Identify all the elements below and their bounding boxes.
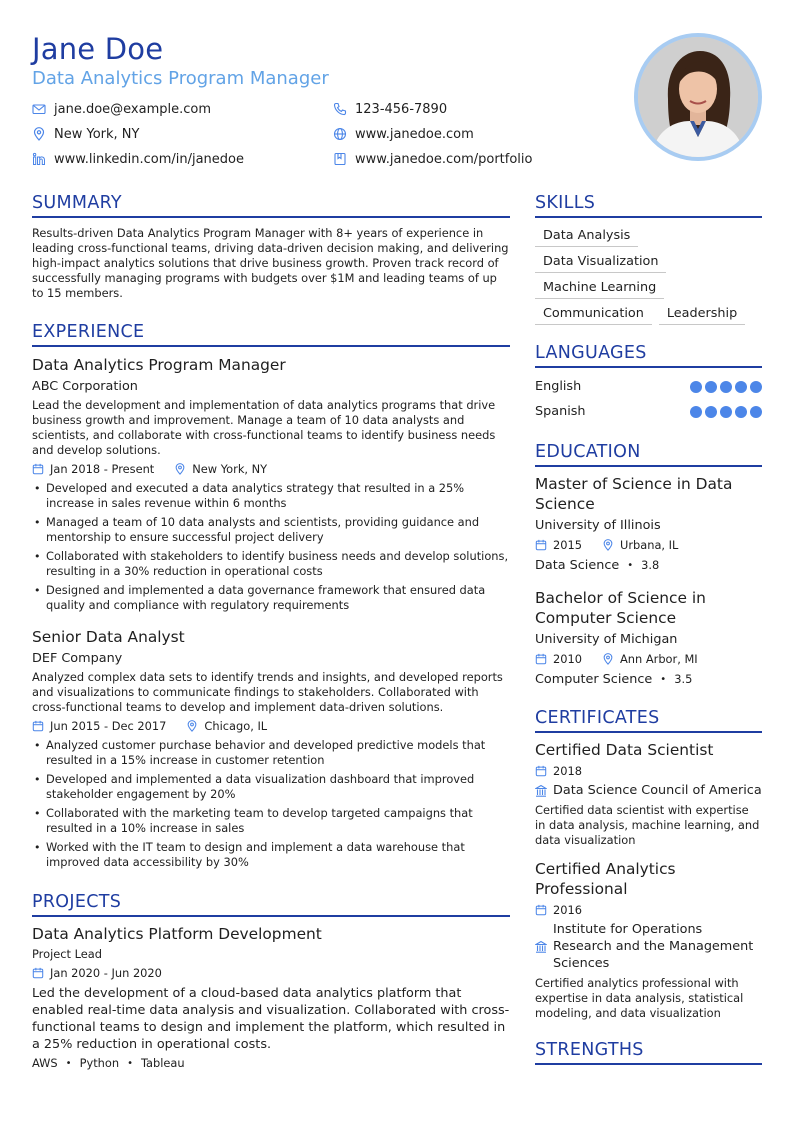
language-row [535,374,762,399]
job-entry [32,355,510,613]
contact-portfolio[interactable] [333,150,533,168]
project-title: Data Analytics Platform Development [32,925,322,943]
proficiency-dots [687,381,762,393]
phone-text: 123-456-7890 [355,101,448,117]
certificate-entry [535,740,762,848]
project-tag: Python [79,1056,120,1070]
contact-website[interactable] [333,125,474,143]
certificate-description: Certified analytics professional with expertise in data analysis, statistical modeling, and data visualization [535,976,744,1020]
project-tag: Tableau [140,1056,185,1070]
contact-phone[interactable] [333,100,447,118]
education-location: Ann Arbor, MI [620,652,698,666]
right-column [535,191,762,1065]
field-name: Data Science [535,557,620,573]
job-title: Data Analytics Program Manager [32,356,286,374]
calendar-icon [535,765,547,777]
email-icon [32,102,46,116]
gpa-value: 3.8 [641,558,660,572]
portfolio-text: www.janedoe.com/portfolio [355,151,533,167]
proficiency-dots [687,406,762,418]
candidate-name: Jane Doe [32,32,164,66]
summary-text: Results-driven Data Analytics Program Manager with 8+ years of experience in leading cross-functional teams, driving data-driven decision making, and delivering high-impact analytics solutions that drive business growth. Proven track record of successfully managing programs with budgets over $1M and leading teams of up to 15 members. [32,226,509,300]
certificate-issuer [535,782,762,799]
calendar-icon [535,653,547,665]
education-heading: EDUCATION [535,440,762,467]
summary-heading: SUMMARY [32,191,510,218]
language-name: Spanish [535,404,586,419]
proficiency-dot [735,406,747,418]
skill-tag: Data Visualization [535,252,666,273]
proficiency-dot [720,381,732,393]
globe-icon [333,127,347,141]
contact-linkedin[interactable] [32,150,244,168]
email-text: jane.doe@example.com [54,101,212,117]
location-text: New York, NY [54,126,140,142]
field-separator: • [627,559,634,571]
language-name: English [535,379,582,394]
job-entry [32,627,510,870]
proficiency-dot [690,381,702,393]
linkedin-text: www.linkedin.com/in/janedoe [54,151,244,167]
certificate-year: 2018 [553,764,582,778]
experience-heading: EXPERIENCE [32,320,510,347]
project-entry [32,924,510,1071]
certificate-entry [535,859,762,1021]
summary-section [32,191,510,301]
certificate-name: Certified Data Scientist [535,741,714,759]
school-name: University of Illinois [535,518,661,533]
job-bullet: • Developed and implemented a data visualization dashboard that improved stakeholder engagement by 20% [32,772,510,802]
skills-section [535,191,762,330]
certificate-meta [535,763,762,779]
education-location: Urbana, IL [620,538,679,552]
education-year: 2015 [553,538,582,552]
job-location: New York, NY [192,462,268,476]
location-pin-icon [32,127,46,141]
certificate-description: Certified data scientist with expertise in data analysis, machine learning, and data visualization [535,803,760,847]
job-description: Analyzed complex data sets to identify trends and insights, and developed reports and visualizations to communicate findings to stakeholders. Collaborated with cross-functional teams to develop and implement data-driven solutions. [32,670,503,714]
proficiency-dot [735,381,747,393]
left-column [32,191,510,1071]
proficiency-dot [705,381,717,393]
calendar-icon [32,463,44,475]
candidate-role: Data Analytics Program Manager [32,68,329,89]
calendar-icon [32,720,44,732]
proficiency-dot [750,406,762,418]
project-tags [32,1055,510,1071]
job-bullet: • Developed and executed a data analytics strategy that resulted in a 25% increase in sales revenue within 6 months [32,481,510,511]
languages-section [535,341,762,424]
education-section [535,440,762,688]
certificate-year: 2016 [553,903,582,917]
education-year: 2010 [553,652,582,666]
contact-email[interactable] [32,100,211,118]
proficiency-dot [750,381,762,393]
education-field [535,556,762,574]
languages-heading: LANGUAGES [535,341,762,368]
certificate-name: Certified Analytics Professional [535,860,676,898]
project-dates: Jan 2020 - Jun 2020 [50,966,162,980]
projects-section [32,890,510,1071]
proficiency-dot [705,406,717,418]
language-list [535,374,762,424]
language-row [535,399,762,424]
gpa-value: 3.5 [674,672,693,686]
field-separator: • [660,673,667,685]
job-bullet: • Designed and implemented a data governance framework that ensured data quality and compliance with regulatory requirements [32,583,510,613]
calendar-icon [535,539,547,551]
issuer-name: Data Science Council of America [553,783,762,798]
job-bullet: • Collaborated with stakeholders to identify business needs and develop solutions, resulting in a 30% reduction in operational costs [32,549,510,579]
certificates-section [535,706,762,1021]
phone-icon [333,102,347,116]
education-entry [535,588,762,688]
job-bullets [32,481,510,613]
skill-tag: Data Analysis [535,226,638,247]
website-text: www.janedoe.com [355,126,474,142]
job-description: Lead the development and implementation of data analytics programs that drive business growth and improvement. Manage a team of 10 data analysts and scientists, and collaborate with cross-functional teams to identify business needs and develop solutions. [32,398,496,457]
field-name: Computer Science [535,671,653,687]
skill-tag: Machine Learning [535,278,664,299]
job-meta [32,718,510,734]
skill-tag: Leadership [659,304,745,325]
location-pin-icon [186,720,198,732]
degree-title: Master of Science in Data Science [535,475,733,513]
project-role: Project Lead [32,947,102,961]
location-pin-icon [174,463,186,475]
projects-heading: PROJECTS [32,890,510,917]
location-pin-icon [602,539,614,551]
project-tag: AWS [32,1056,58,1070]
job-company: DEF Company [32,651,123,666]
issuer-name: Institute for Operations Research and the Management Sciences [553,922,754,971]
tag-separator: • [65,1057,72,1069]
linkedin-icon [32,152,46,166]
calendar-icon [535,904,547,916]
degree-title: Bachelor of Science in Computer Science [535,589,706,627]
contact-location [32,125,139,143]
job-meta [32,461,510,477]
job-title: Senior Data Analyst [32,628,185,646]
avatar-illustration [638,37,758,157]
school-name: University of Michigan [535,632,678,647]
education-entry [535,474,762,574]
institution-icon [535,784,547,798]
job-bullet: • Analyzed customer purchase behavior and developed predictive models that resulted in a 15% increase in customer retention [32,738,510,768]
resume-header [32,30,592,167]
skills-heading: SKILLS [535,191,762,218]
certificate-issuer [535,921,762,972]
job-company: ABC Corporation [32,379,138,394]
job-location: Chicago, IL [204,719,268,733]
education-meta [535,537,762,553]
job-dates: Jan 2018 - Present [50,462,155,476]
strengths-heading: STRENGTHS [535,1038,762,1065]
certificate-meta [535,902,762,918]
education-meta [535,651,762,667]
project-meta [32,965,510,981]
location-pin-icon [602,653,614,665]
proficiency-dot [690,406,702,418]
portfolio-icon [333,152,347,166]
skill-tag: Communication [535,304,652,325]
job-bullets [32,738,510,870]
job-dates: Jun 2015 - Dec 2017 [50,719,167,733]
project-description: Led the development of a cloud-based data analytics platform that enabled real-time data analysis and visualization. Collaborated with cross-functional teams to design and implement the platform, which resulted in a 25% reduction in operational costs. [32,986,510,1052]
education-field [535,670,762,688]
certificates-heading: CERTIFICATES [535,706,762,733]
job-bullet: • Collaborated with the marketing team to develop targeted campaigns that resulted in a 10% increase in sales [32,806,510,836]
calendar-icon [32,967,44,979]
institution-icon [535,940,547,954]
experience-section [32,320,510,870]
job-bullet: • Worked with the IT team to design and implement a data warehouse that improved data accessibility by 30% [32,840,510,870]
strengths-section [535,1038,762,1065]
profile-photo [634,33,762,161]
skills-list [535,226,762,330]
tag-separator: • [127,1057,133,1069]
job-bullet: • Managed a team of 10 data analysts and scientists, providing guidance and mentorship to ensure successful project delivery [32,515,510,545]
proficiency-dot [720,406,732,418]
